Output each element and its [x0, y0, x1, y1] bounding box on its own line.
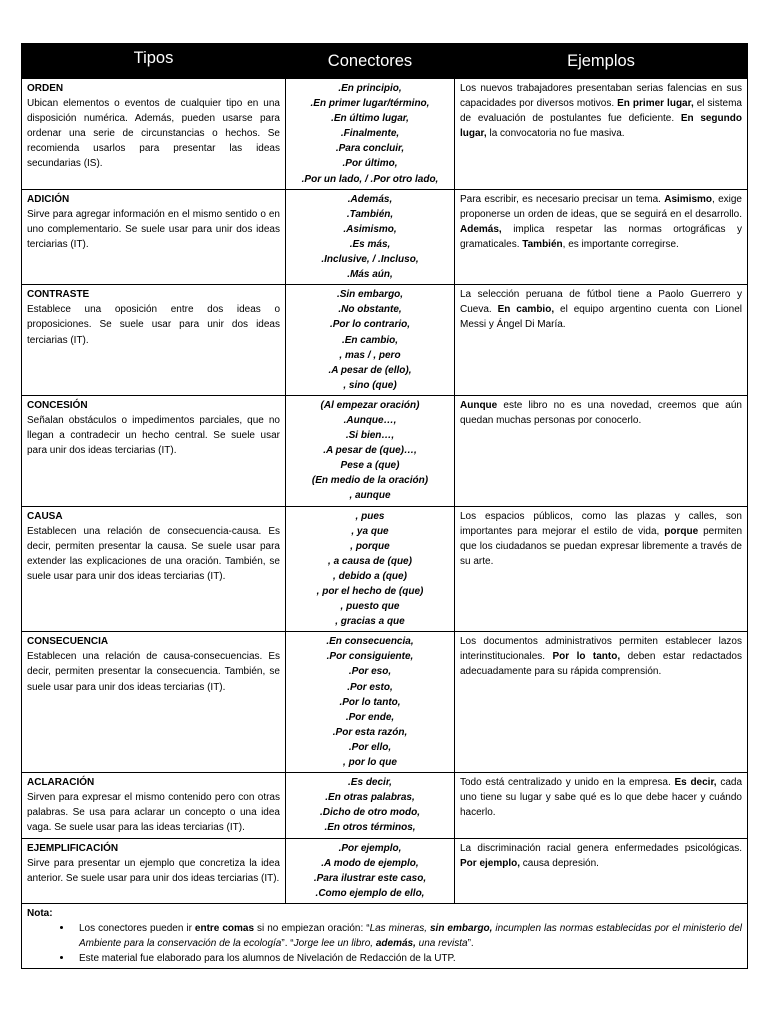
table-row — [22, 632, 748, 773]
conector-item: , debido a (que) — [333, 570, 407, 582]
conector-item: (Al empezar oración) — [320, 399, 420, 411]
conector-item: .Inclusive, / .Incluso, — [321, 254, 419, 266]
conector-item: , por lo que — [343, 757, 397, 769]
ejemplo-text: cada uno tiene su lugar y sabe qué es lo que debe hacer y cuándo hacerlo. — [460, 777, 743, 819]
conector-item: .En último lugar, — [331, 113, 409, 125]
ejemplo-cell — [455, 79, 748, 190]
tipo-description: Establecen una relación de consecuencia-causa. Es decir, permiten presentar la causa. Se suele usar para extender las explicaciones de una oración. También, se suele usar para unir dos ideas terciarias (IT). — [27, 525, 280, 582]
conector-item: , gracias a que — [335, 616, 405, 628]
ejemplo-connector-highlight: porque — [664, 525, 699, 537]
note-text: una revista — [415, 938, 468, 950]
ejemplo-text: Para escribir, es necesario precisar un tema. — [460, 193, 665, 205]
connectors-table — [21, 43, 748, 969]
tipo-cell — [22, 838, 286, 903]
ejemplo-connector-highlight: Además, — [460, 223, 502, 235]
tipo-cell — [22, 773, 286, 838]
conector-item: .Finalmente, — [340, 128, 400, 140]
table-row — [22, 79, 748, 190]
conectores-cell — [286, 838, 455, 903]
conector-item: .En primer lugar/término, — [310, 98, 430, 110]
ejemplo-connector-highlight: Es decir, — [674, 777, 717, 789]
conector-item: .Asimismo, — [343, 223, 397, 235]
table-row — [22, 189, 748, 285]
tipo-cell — [22, 395, 286, 506]
note-text: sin embargo, — [430, 922, 493, 934]
tipo-cell — [22, 79, 286, 190]
ejemplo-connector-highlight: Aunque — [460, 399, 498, 411]
ejemplo-text: Los documentos administrativos permiten establecer lazos interinstitucionales. — [460, 636, 742, 663]
conector-item: , a causa de (que) — [328, 555, 412, 567]
ejemplo-cell — [455, 773, 748, 838]
conector-item: Pese a (que) — [340, 460, 400, 472]
conector-item: .En otros términos, — [324, 822, 416, 834]
note-text: Jorge lee un libro, — [293, 938, 376, 950]
header-tipos-label: Tipos — [133, 48, 174, 67]
ejemplo-text: Los nuevos trabajadores presentaban serias falencias en sus capacidades por diversos motivos. — [460, 83, 742, 110]
ejemplo-connector-highlight: En cambio, — [497, 304, 555, 316]
conectores-cell — [286, 506, 455, 632]
ejemplo-text: , es importante corregirse. — [562, 238, 679, 250]
conector-item: .Más aún, — [347, 269, 393, 281]
tipo-name: CONTRASTE — [27, 289, 90, 301]
tipo-description: Sirve para presentar un ejemplo que concretiza la idea anterior. Se suele usar para unir dos ideas terciarias (IT). — [27, 857, 280, 884]
conector-item: .Es decir, — [348, 777, 392, 789]
ejemplo-text: el sistema de evaluación de postulantes fue deficiente. — [460, 98, 742, 125]
ejemplo-connector-highlight: En primer lugar, — [617, 98, 694, 110]
ejemplo-text: La selección peruana de fútbol tiene a Paolo Guerrero y Cueva. — [460, 289, 742, 316]
tipo-name: CAUSA — [27, 510, 63, 522]
tipo-description: Sirve para agregar información en el mismo sentido o en uno complementario. Se suele usar para unir dos ideas terciarias (IT). — [27, 208, 280, 250]
header-conectores: Conectores — [286, 44, 455, 79]
table-row — [22, 773, 748, 838]
note-text: ”. — [467, 938, 474, 950]
ejemplo-connector-highlight: En segundo lugar, — [460, 113, 742, 140]
conector-item: .Por esto, — [347, 681, 393, 693]
conector-item: .Por esta razón, — [332, 726, 408, 738]
note-text: además, — [375, 938, 416, 950]
ejemplo-cell — [455, 506, 748, 632]
ejemplo-text: la convocatoria no fue masiva. — [486, 128, 625, 140]
conector-item: .Por lo tanto, — [339, 696, 401, 708]
conector-item: .No obstante, — [338, 304, 402, 316]
conector-item: .Para ilustrar este caso, — [313, 872, 427, 884]
ejemplo-connector-highlight: Asimismo — [664, 193, 713, 205]
conector-item: , puesto que — [340, 601, 400, 613]
tipo-name: ORDEN — [27, 83, 64, 94]
ejemplo-text: deben estar redactados adecuadamente para su rápida comprensión. — [460, 651, 742, 678]
conector-item: , aunque — [349, 490, 391, 502]
conector-item: .En principio, — [338, 83, 402, 94]
conectores-cell — [286, 632, 455, 773]
conectores-cell — [286, 189, 455, 285]
conector-item: .Por último, — [342, 158, 398, 170]
conector-item: , ya que — [351, 525, 389, 537]
conector-item: .Por lo contrario, — [329, 319, 410, 331]
ejemplo-text: Los espacios públicos, como las plazas y calles, son importantes para mejorar el estilo de vida, — [460, 510, 742, 537]
tipo-name: ACLARACIÓN — [27, 777, 95, 789]
ejemplo-connector-highlight: Por ejemplo, — [460, 857, 521, 869]
tipo-description: Establecen una relación de causa-consecuencias. Es decir, permiten presentar la consecuencia. También, se suele usar para unir dos ideas terciarias (IT). — [27, 651, 280, 693]
conector-item: .Como ejemplo de ello, — [315, 887, 425, 899]
tipo-name: ADICIÓN — [27, 193, 70, 205]
note-cell — [22, 903, 748, 968]
tipo-cell — [22, 506, 286, 632]
note-text: incumplen las normas establecidas por el ministerio del Ambiente para la conservación de la ecología — [79, 922, 742, 950]
tipo-description: Sirven para expresar el mismo contenido pero con otras palabras. Se usa para aclarar un concepto o una idea vaga. Se suele usar para las ideas terciarias (IT). — [27, 792, 280, 834]
note-text: ”. “ — [281, 938, 294, 950]
ejemplo-cell — [455, 632, 748, 773]
conector-item: , pues — [355, 510, 385, 522]
ejemplo-cell — [455, 838, 748, 903]
conector-item: , sino (que) — [343, 379, 397, 391]
tipo-description: Señalan obstáculos o impedimentos parciales, que no llegan a contradecir un hecho central. Se suele usar para unir dos ideas terciarias (IT). — [27, 414, 280, 457]
note-text: si no empiezan oración: “ — [254, 922, 370, 934]
tipo-cell — [22, 285, 286, 396]
tipo-name: CONSECUENCIA — [27, 636, 109, 648]
header-tipos — [22, 44, 286, 79]
ejemplo-text: permiten que los ciudadanos se puedan expresar libremente a través de su arte. — [460, 525, 743, 567]
note-text: Las mineras, — [369, 922, 430, 934]
table-body — [22, 79, 748, 904]
tipo-name: EJEMPLIFICACIÓN — [27, 842, 119, 854]
ejemplo-connector-highlight: También — [522, 238, 563, 250]
note-text: entre comas — [194, 922, 255, 934]
conector-item: .También, — [346, 208, 394, 220]
tipo-description: Ubican elementos o eventos de cualquier tipo en una disposición numérica. Además, pueden usarse para ordenar una serie de circunstancias o hechos. Se recomienda usarlos para presentar las ideas secundarias (IS). — [27, 98, 280, 170]
conector-item: , por el hecho de (que) — [316, 586, 424, 597]
conector-item: .Por ello, — [348, 741, 392, 753]
ejemplo-cell — [455, 395, 748, 506]
table-row — [22, 838, 748, 903]
ejemplo-text: , exige proponerse un orden de ideas, que se seguirá en el desarrollo. — [460, 193, 742, 220]
ejemplo-text: este libro no es una novedad, creemos que aún quedan muchas personas por conocerlo. — [460, 399, 742, 426]
conector-item: .Aunque…, — [343, 414, 397, 426]
conector-item: .En otras palabras, — [325, 792, 415, 804]
ejemplo-text: Todo está centralizado y unido en la empresa. — [460, 777, 675, 789]
conector-item: .A pesar de (que)…, — [323, 445, 417, 457]
table-row — [22, 285, 748, 396]
conector-item: .Por eso, — [348, 666, 392, 678]
conector-item: .Por consiguiente, — [326, 651, 414, 663]
tipo-name: CONCESIÓN — [27, 399, 88, 411]
conectores-cell — [286, 285, 455, 396]
conector-item: .Para concluir, — [335, 143, 405, 155]
conectores-cell — [286, 395, 455, 506]
conector-item: .Además, — [347, 193, 393, 205]
ejemplo-text: el equipo argentino cuenta con Lionel Messi y Ángel Di María. — [460, 304, 742, 331]
ejemplo-cell — [455, 285, 748, 396]
note-list — [27, 921, 742, 966]
conector-item: .Sin embargo, — [336, 289, 404, 301]
conectores-cell — [286, 79, 455, 190]
header-ejemplos: Ejemplos — [455, 44, 748, 79]
conectores-cell — [286, 773, 455, 838]
connectors-sheet — [21, 43, 747, 969]
ejemplo-text: La discriminación racial genera enfermedades psicológicas. — [460, 842, 742, 854]
header-row — [22, 44, 748, 79]
table-row — [22, 395, 748, 506]
note-title: Nota: — [27, 907, 53, 919]
conector-item: (En medio de la oración) — [311, 475, 429, 487]
ejemplo-text: causa depresión. — [520, 857, 599, 869]
note-text: Este material fue elaborado para los alumnos de Nivelación de Redacción de la UTP. — [79, 953, 456, 965]
ejemplo-connector-highlight: Por lo tanto, — [552, 651, 621, 663]
conector-item: .A pesar de (ello), — [328, 364, 412, 376]
conector-item: .Por ende, — [345, 711, 395, 723]
conector-item: , porque — [350, 540, 390, 552]
conector-item: .Es más, — [349, 238, 391, 250]
ejemplo-text: implica respetar las normas ortográficas y gramaticales. — [460, 223, 742, 250]
conector-item: .Si bien…, — [345, 430, 395, 442]
conector-item: .En cambio, — [341, 334, 399, 346]
tipo-description: Establece una oposición entre dos ideas o proposiciones. Se suele usar para unir dos ideas terciarias (IT). — [27, 304, 280, 346]
tipo-cell — [22, 632, 286, 773]
note-text: Los conectores pueden ir — [79, 922, 195, 934]
conector-item: .En consecuencia, — [326, 636, 414, 648]
conector-item: , mas / , pero — [339, 349, 401, 361]
conector-item: .Dicho de otro modo, — [320, 807, 420, 819]
tipo-cell — [22, 189, 286, 285]
conector-item: .A modo de ejemplo, — [321, 857, 419, 869]
table-row — [22, 506, 748, 632]
ejemplo-cell — [455, 189, 748, 285]
note-item — [73, 951, 742, 966]
note-row — [22, 903, 748, 968]
conector-item: .Por un lado, / .Por otro lado, — [301, 173, 439, 185]
note-item — [73, 921, 742, 951]
conector-item: .Por ejemplo, — [338, 842, 402, 854]
